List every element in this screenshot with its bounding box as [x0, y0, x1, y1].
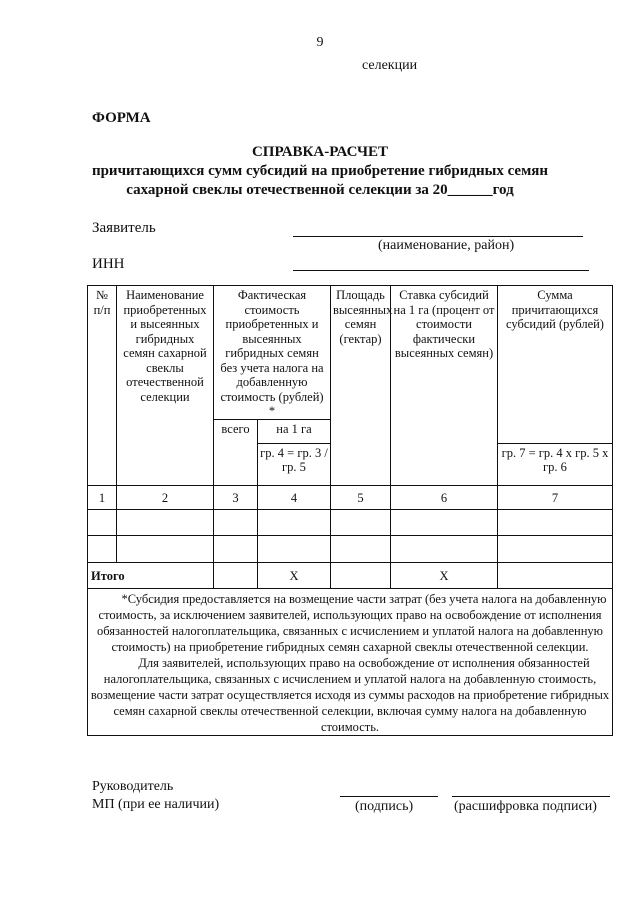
header-col-4: на 1 га [258, 419, 331, 443]
table-cell[interactable] [498, 535, 613, 562]
header-col-1: № п/п [88, 286, 117, 486]
column-number: 4 [258, 485, 331, 509]
inn-line [293, 270, 589, 271]
column-number: 5 [331, 485, 391, 509]
column-number: 1 [88, 485, 117, 509]
signature-hint: (подпись) [355, 799, 414, 814]
head-label: Руководитель [92, 779, 174, 794]
note-paragraph-2: Для заявителей, использующих право на освобождение от исполнения обязанностей налогоплательщика, связанных с исчислением и уплатой налога на добавленную стоимость, возмещение части затрат осуществляется исходя из суммы расходов на приобретение гибридных семян сахарной свеклы отечественной селекции, включая сумму налога на добавленную стоимость. [90, 655, 610, 734]
table-cell[interactable] [258, 535, 331, 562]
total-label: Итого [88, 562, 214, 588]
signature-line [340, 796, 438, 797]
header-col-4-formula: гр. 4 = гр. 3 / гр. 5 [258, 443, 331, 485]
table-cell[interactable] [331, 535, 391, 562]
total-col-4: X [258, 562, 331, 588]
table-cell[interactable] [88, 535, 117, 562]
stamp-label: МП (при ее наличии) [92, 797, 220, 812]
table-notes [88, 588, 613, 735]
form-label: ФОРМА [92, 110, 151, 126]
applicant-line [293, 236, 583, 237]
document-title [0, 143, 640, 200]
total-col-5[interactable] [331, 562, 391, 588]
table-cell[interactable] [258, 509, 331, 535]
column-number: 3 [214, 485, 258, 509]
applicant-label: Заявитель [92, 220, 156, 236]
title-line-3: сахарной свеклы отечественной селекции за 20______год [126, 182, 514, 198]
page-number: 9 [316, 35, 324, 50]
column-number: 6 [391, 485, 498, 509]
header-col-3-4: Фактическая стоимость приобретенных и высеянных гибридных семян без учета налога на добавленную стоимость (рублей) * [214, 286, 331, 420]
title-line-2: причитающихся сумм субсидий на приобретение гибридных семян [91, 163, 549, 179]
table-cell[interactable] [214, 509, 258, 535]
table-row [88, 535, 613, 562]
table-cell[interactable] [391, 535, 498, 562]
signature-decode-hint: (расшифровка подписи) [454, 799, 597, 814]
header-col-7-formula: гр. 7 = гр. 4 x гр. 5 x гр. 6 [498, 443, 613, 485]
table-cell[interactable] [391, 509, 498, 535]
table-cell[interactable] [88, 509, 117, 535]
title-line-1: СПРАВКА-РАСЧЕТ [251, 144, 389, 160]
note-paragraph-1: *Субсидия предоставляется на возмещение части затрат (без учета налога на добавленную стоимость, за исключением заявителей, использующих право на освобождение от исполнения обязанностей налогоплательщика, связанных с исчислением и уплатой налога на добавленную стоимость) на приобретение гибридных семян сахарной свеклы отечественной селекции. [96, 591, 607, 654]
table-cell[interactable] [331, 509, 391, 535]
table-row [88, 509, 613, 535]
total-row [88, 562, 613, 588]
table-cell[interactable] [214, 535, 258, 562]
table-cell[interactable] [498, 509, 613, 535]
header-col-5: Площадь высеянных семян (гектар) [331, 286, 391, 486]
header-col-2: Наименование приобретенных и высеянных гибридных семян сахарной свеклы отечественной селекции [117, 286, 214, 486]
header-col-3: всего [214, 419, 258, 485]
column-number: 2 [117, 485, 214, 509]
continuation-text: селекции [362, 58, 418, 73]
calculation-table [87, 285, 613, 736]
header-col-7: Сумма причитающихся субсидий (рублей) [498, 286, 613, 444]
inn-label: ИНН [92, 256, 125, 272]
total-col-7[interactable] [498, 562, 613, 588]
column-number: 7 [498, 485, 613, 509]
header-col-6: Ставка субсидий на 1 га (процент от стоимости фактически высеянных семян) [391, 286, 498, 486]
column-numbers-row [88, 485, 613, 509]
total-col-3[interactable] [214, 562, 258, 588]
signature-decode-line [452, 796, 610, 797]
table-cell[interactable] [117, 535, 214, 562]
table-cell[interactable] [117, 509, 214, 535]
total-col-6: X [391, 562, 498, 588]
applicant-hint: (наименование, район) [378, 238, 515, 253]
